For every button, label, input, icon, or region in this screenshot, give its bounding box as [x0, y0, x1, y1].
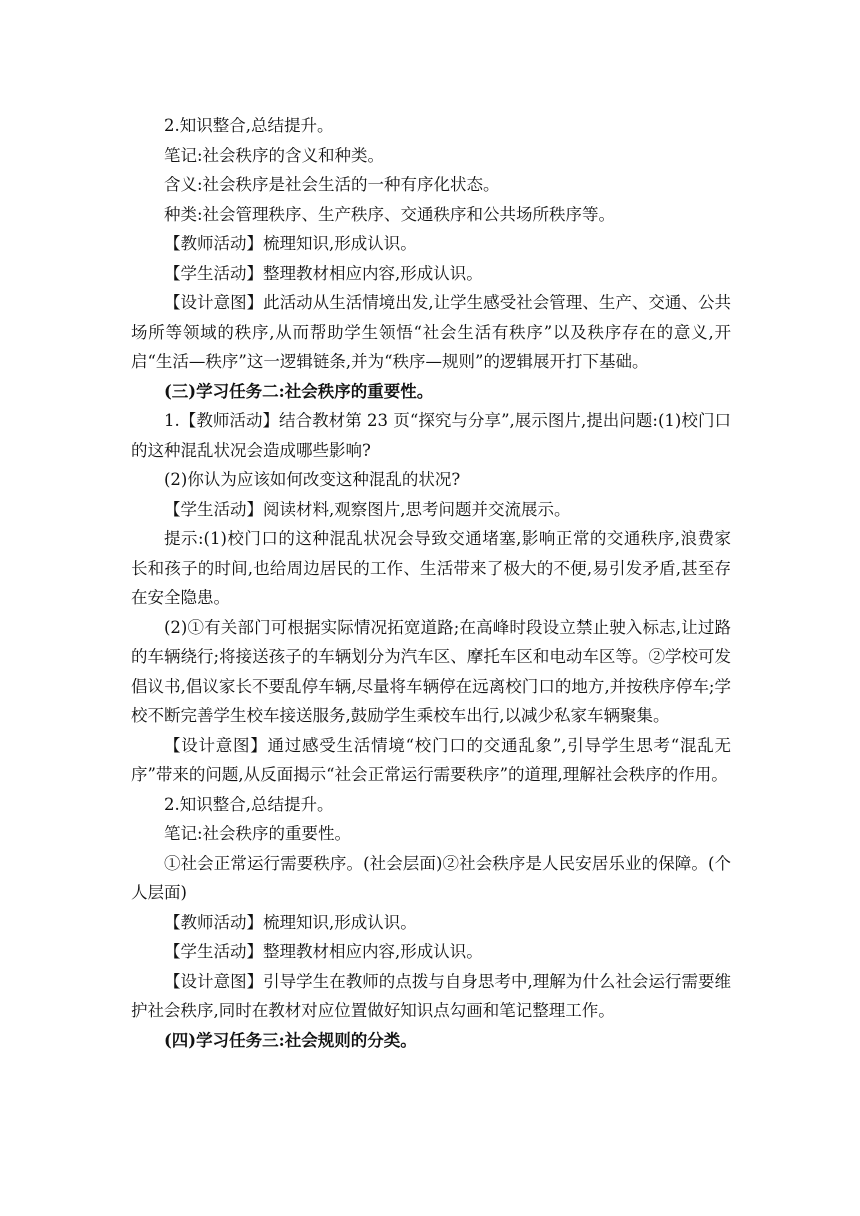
paragraph: 【学生活动】整理教材相应内容,形成认识。 — [164, 942, 483, 961]
paragraph: 【学生活动】阅读材料,观察图片,思考问题并交流展示。 — [164, 499, 571, 519]
paragraph: 2.知识整合,总结提升。 — [164, 794, 334, 814]
paragraph: 【教师活动】梳理知识,形成认识。 — [164, 912, 417, 932]
section-heading: (四)学习任务三:社会规则的分类。 — [164, 1030, 417, 1050]
paragraph: 含义:社会秩序是社会生活的一种有序化状态。 — [164, 175, 500, 194]
paragraph: 2.知识整合,总结提升。 — [164, 116, 334, 135]
paragraph: 【学生活动】整理教材相应内容,形成认识。 — [164, 263, 483, 283]
paragraph: 【设计意图】通过感受生活情境“校门口的交通乱象”,引导学生思考“混乱无序”带来的问题,从反面揭示“社会正常运行需要秩序”的道理,理解社会秩序的作用。 — [131, 735, 731, 784]
paragraph: 笔记:社会秩序的含义和种类。 — [164, 145, 385, 165]
paragraph: 1.【教师活动】结合教材第 23 页“探究与分享”,展示图片,提出问题:(1)校门口的这种混乱状况会造成哪些影响? — [131, 411, 731, 460]
paragraph: ①社会正常运行需要秩序。(社会层面)②社会秩序是人民安居乐业的保障。(个人层面) — [131, 853, 731, 902]
document-body — [131, 111, 731, 1055]
paragraph: 【设计意图】引导学生在教师的点拨与自身思考中,理解为什么社会运行需要维护社会秩序,同时在教材对应位置做好知识点勾画和笔记整理工作。 — [131, 971, 731, 1020]
paragraph: (2)①有关部门可根据实际情况拓宽道路;在高峰时段设立禁止驶入标志,让过路的车辆绕行;将接送孩子的车辆划分为汽车区、摩托车区和电动车区等。②学校可发倡议书,倡议家长不要乱停车辆,尽量将车辆停在远离校门口的地方,并按秩序停车;学校不断完善学生校车接送服务,鼓励学生乘校车出行,以减少私家车辆聚集。 — [131, 617, 731, 725]
paragraph: 提示:(1)校门口的这种混乱状况会导致交通堵塞,影响正常的交通秩序,浪费家长和孩子的时间,也给周边居民的工作、生活带来了极大的不便,易引发矛盾,甚至存在安全隐患。 — [131, 529, 731, 607]
paragraph: 笔记:社会秩序的重要性。 — [164, 824, 352, 843]
paragraph: 【教师活动】梳理知识,形成认识。 — [164, 234, 417, 253]
section-heading: (三)学习任务二:社会秩序的重要性。 — [164, 381, 434, 401]
paragraph: 【设计意图】此活动从生活情境出发,让学生感受社会管理、生产、交通、公共场所等领域的秩序,从而帮助学生领悟“社会生活有秩序”以及秩序存在的意义,开启“生活—秩序”这一逻辑链条,并为“秩序—规则”的逻辑展开打下基础。 — [131, 293, 731, 371]
paragraph: 种类:社会管理秩序、生产秩序、交通秩序和公共场所秩序等。 — [164, 204, 616, 224]
paragraph: (2)你认为应该如何改变这种混乱的状况? — [164, 470, 461, 489]
